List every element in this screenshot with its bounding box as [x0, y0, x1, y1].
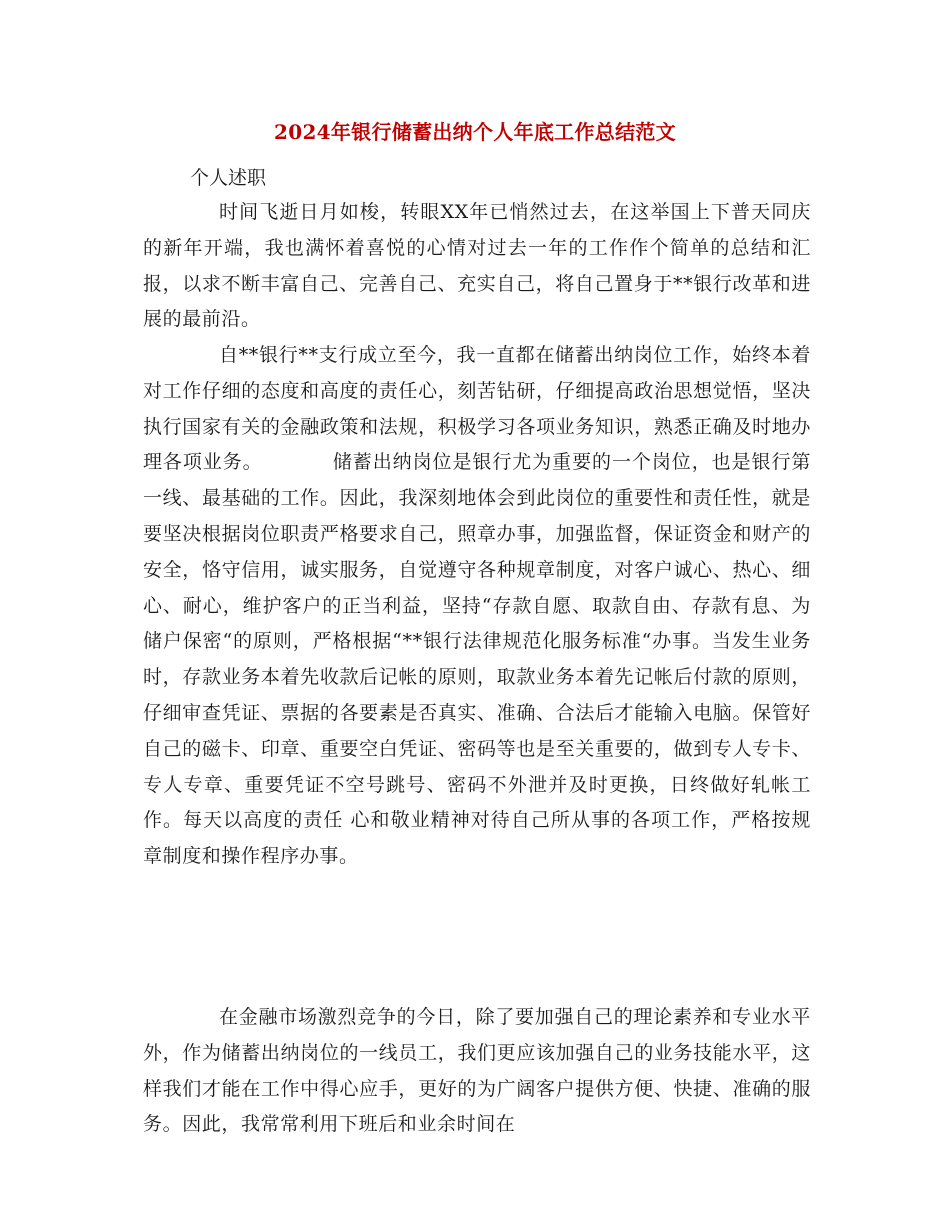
section-subheading: 个人述职 [190, 167, 267, 189]
paragraph-1: 时间飞逝日月如梭，转眼XX年已悄然过去，在这举国上下普天同庆的新年开端，我也满怀着喜悦的心情对过去一年的工作作个简单的总结和汇报，以求不断丰富自己、完善自己、充实自己，将自己置身于**银行改革和进展的最前沿。 [143, 201, 811, 331]
document-title: 2024年银行储蓄出纳个人年底工作总结范文 [274, 120, 676, 144]
paragraph-2: 自**银行**支行成立至今，我一直都在储蓄出纳岗位工作，始终本着对工作仔细的态度和高度的责任心，刻苦钻研，仔细提高政治思想觉悟，坚决执行国家有关的金融政策和法规，积极学习各项业务知识，熟悉正确及时地办理各项业务。 储蓄出纳岗位是银行尤为重要的一个岗位，也是银行第一线、最基础的工作。因此，我深刻地体会到此岗位的重要性和责任性，就是要坚决根据岗位职责严格要求自己，照章办事，加强监督，保证资金和财产的安全，恪守信用，诚实服务，自觉遵守各种规章制度，对客户诚心、热心、细心、耐心，维护客户的正当利益，坚持“存款自愿、取款自由、存款有息、为储户保密“的原则，严格根据“**银行法律规范化服务标准“办事。当发生业务时，存款业务本着先收款后记帐的原则，取款业务本着先记帐后付款的原则，仔细审查凭证、票据的各要素是否真实、准确、合法后才能输入电脑。保管好自己的磁卡、印章、重要空白凭证、密码等也是至关重要的，做到专人专卡、专人专章、重要凭证不空号跳号、密码不外泄并及时更换，日终做好轧帐工作。每天以高度的责任 心和敬业精神对待自己所从事的各项工作，严格按规章制度和操作程序办事。 [143, 344, 811, 868]
paragraph-3: 在金融市场激烈竞争的今日，除了要加强自己的理论素养和专业水平外，作为储蓄出纳岗位的一线员工，我们更应该加强自己的业务技能水平，这样我们才能在工作中得心应手，更好的为广阔客户提供方便、快捷、准确的服务。因此，我常常利用下班后和业余时间在 [143, 1006, 811, 1136]
